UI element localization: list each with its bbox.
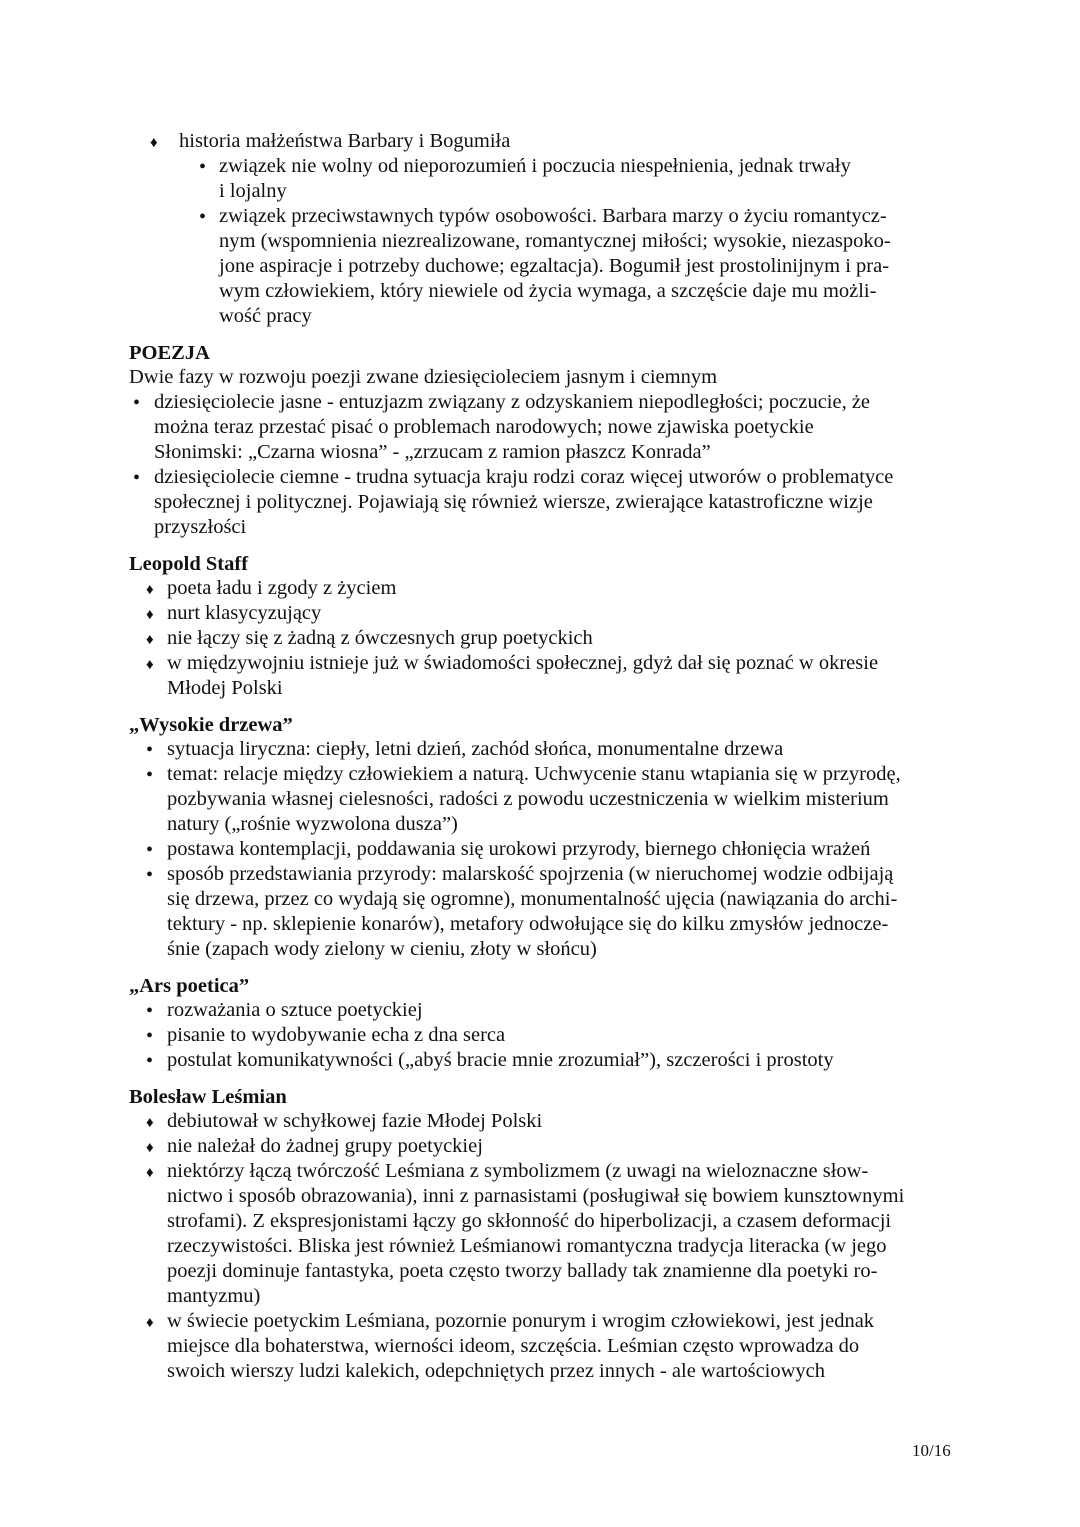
sub-item-line: związek nie wolny od nieporozumień i poczucia niespełnienia, jednak trwały — [219, 155, 851, 177]
list-item-line: niektórzy łączą twórczość Leśmiana z symbolizmem (z uwagi na wieloznaczne słow- — [167, 1160, 869, 1182]
list-item-line: tektury - np. sklepienie konarów), metafory odwołujące się do kilku zmysłów jednocze- — [167, 913, 889, 935]
sub-item-line: wość pracy — [219, 305, 312, 327]
sub-item-line: i lojalny — [219, 180, 287, 202]
dot-bullet: • — [146, 1025, 154, 1047]
list-item-line: rozważania o sztuce poetyckiej — [167, 999, 423, 1021]
list-item-line: miejsce dla bohaterstwa, wierności ideom, szczęścia. Leśmian często wprowadza do — [167, 1335, 860, 1357]
sub-item-line: jone aspiracje i potrzeby duchowe; egzaltacja). Bogumił jest prostolinijnym i pra- — [219, 255, 890, 277]
section-heading-poezja: POEZJA — [129, 342, 210, 364]
dot-bullet: • — [146, 864, 154, 886]
list-item-line: nurt klasycyzujący — [167, 602, 322, 624]
list-item-line: nie łączy się z żadną z ówczesnych grup poetyckich — [167, 627, 593, 649]
list-item-line: Młodej Polski — [167, 677, 283, 699]
sub-item-line: wym człowiekiem, który niewiele od życia wymaga, a szczęście daje mu możli- — [219, 280, 877, 302]
list-item-line: można teraz przestać pisać o problemach narodowych; nowe zjawiska poetyckie — [154, 416, 814, 438]
list-item-title: historia małżeństwa Barbary i Bogumiła — [179, 130, 511, 152]
list-item-line: śnie (zapach wody zielony w cieniu, złoty w słońcu) — [167, 938, 597, 960]
section-heading-ars-poetica: „Ars poetica” — [129, 975, 250, 997]
dot-bullet: • — [146, 1000, 154, 1022]
diamond-bullet: ♦ — [150, 135, 158, 151]
page-number: 10/16 — [912, 1441, 951, 1460]
list-item-line: Słonimski: „Czarna wiosna” - „zrzucam z ramion płaszcz Konrada” — [154, 441, 711, 463]
diamond-bullet: ♦ — [146, 657, 154, 673]
dot-bullet: • — [199, 206, 207, 228]
list-item-line: mantyzmu) — [167, 1285, 261, 1307]
list-item-line: temat: relacje między człowiekiem a naturą. Uchwycenie stanu wtapiania się w przyrodę, — [167, 763, 901, 785]
list-item-line: swoich wierszy ludzi kalekich, odepchniętych przez innych - ale wartościowych — [167, 1360, 826, 1382]
list-item-line: natury („rośnie wyzwolona dusza”) — [167, 813, 458, 835]
list-item-line: się drzewa, przez co wydają się ogromne), monumentalność ujęcia (nawiązania do archi- — [167, 888, 898, 910]
sub-item-line: nym (wspomnienia niezrealizowane, romantycznej miłości; wysokie, niezaspoko- — [219, 230, 891, 252]
list-item-line: poeta ładu i zgody z życiem — [167, 577, 397, 599]
list-item-line: nie należał do żadnej grupy poetyckiej — [167, 1135, 483, 1157]
list-item-line: dziesięciolecie jasne - entuzjazm związany z odzyskaniem niepodległości; poczucie, że — [154, 391, 871, 413]
section-heading-staff: Leopold Staff — [129, 553, 249, 575]
diamond-bullet: ♦ — [146, 607, 154, 623]
list-item-line: dziesięciolecie ciemne - trudna sytuacja kraju rodzi coraz więcej utworów o problematyce — [154, 466, 894, 488]
list-item-line: sposób przedstawiania przyrody: malarskość spojrzenia (w nieruchomej wodzie odbijają — [167, 863, 894, 885]
diamond-bullet: ♦ — [146, 632, 154, 648]
list-item-line: pozbywania własnej cielesności, radości z powodu uczestniczenia w wielkim misterium — [167, 788, 889, 810]
dot-bullet: • — [133, 392, 141, 414]
diamond-bullet: ♦ — [146, 1315, 154, 1331]
dot-bullet: • — [146, 1050, 154, 1072]
list-item-line: rzeczywistości. Bliska jest również Leśmianowi romantyczna tradycja literacka (w jego — [167, 1235, 887, 1257]
dot-bullet: • — [133, 467, 141, 489]
list-item-line: strofami). Z ekspresjonistami łączy go skłonność do hiperbolizacji, a czasem deformacji — [167, 1210, 892, 1232]
list-item-line: społecznej i politycznej. Pojawiają się również wiersze, zwierające katastroficzne wizje — [154, 491, 873, 513]
sub-item-line: związek przeciwstawnych typów osobowości. Barbara marzy o życiu romantycz- — [219, 205, 887, 227]
list-item-line: sytuacja liryczna: ciepły, letni dzień, zachód słońca, monumentalne drzewa — [167, 738, 784, 760]
dot-bullet: • — [199, 156, 207, 178]
list-item-line: w międzywojniu istnieje już w świadomości społecznej, gdyż dał się poznać w okresie — [167, 652, 879, 674]
list-item-line: postulat komunikatywności („abyś bracie mnie zrozumiał”), szczerości i prostoty — [167, 1049, 834, 1071]
paragraph-line: Dwie fazy w rozwoju poezji zwane dziesięcioleciem jasnym i ciemnym — [129, 366, 718, 388]
list-item-line: debiutował w schyłkowej fazie Młodej Polski — [167, 1110, 543, 1132]
diamond-bullet: ♦ — [146, 1140, 154, 1156]
list-item-line: poezji dominuje fantastyka, poeta często tworzy ballady tak znamienne dla poetyki ro- — [167, 1260, 878, 1282]
list-item-line: w świecie poetyckim Leśmiana, pozornie ponurym i wrogim człowiekowi, jest jednak — [167, 1310, 875, 1332]
list-item-line: pisanie to wydobywanie echa z dna serca — [167, 1024, 506, 1046]
diamond-bullet: ♦ — [146, 582, 154, 598]
dot-bullet: • — [146, 739, 154, 761]
list-item-line: postawa kontemplacji, poddawania się urokowi przyrody, biernego chłonięcia wrażeń — [167, 838, 871, 860]
list-item-line: nictwo i sposób obrazowania), inni z parnasistami (posługiwał się bowiem kunsztownymi — [167, 1185, 905, 1207]
section-heading-lesmian: Bolesław Leśmian — [129, 1086, 287, 1108]
diamond-bullet: ♦ — [146, 1165, 154, 1181]
list-item-line: przyszłości — [154, 516, 247, 538]
dot-bullet: • — [146, 839, 154, 861]
dot-bullet: • — [146, 764, 154, 786]
diamond-bullet: ♦ — [146, 1115, 154, 1131]
section-heading-wysokie-drzewa: „Wysokie drzewa” — [129, 714, 293, 736]
